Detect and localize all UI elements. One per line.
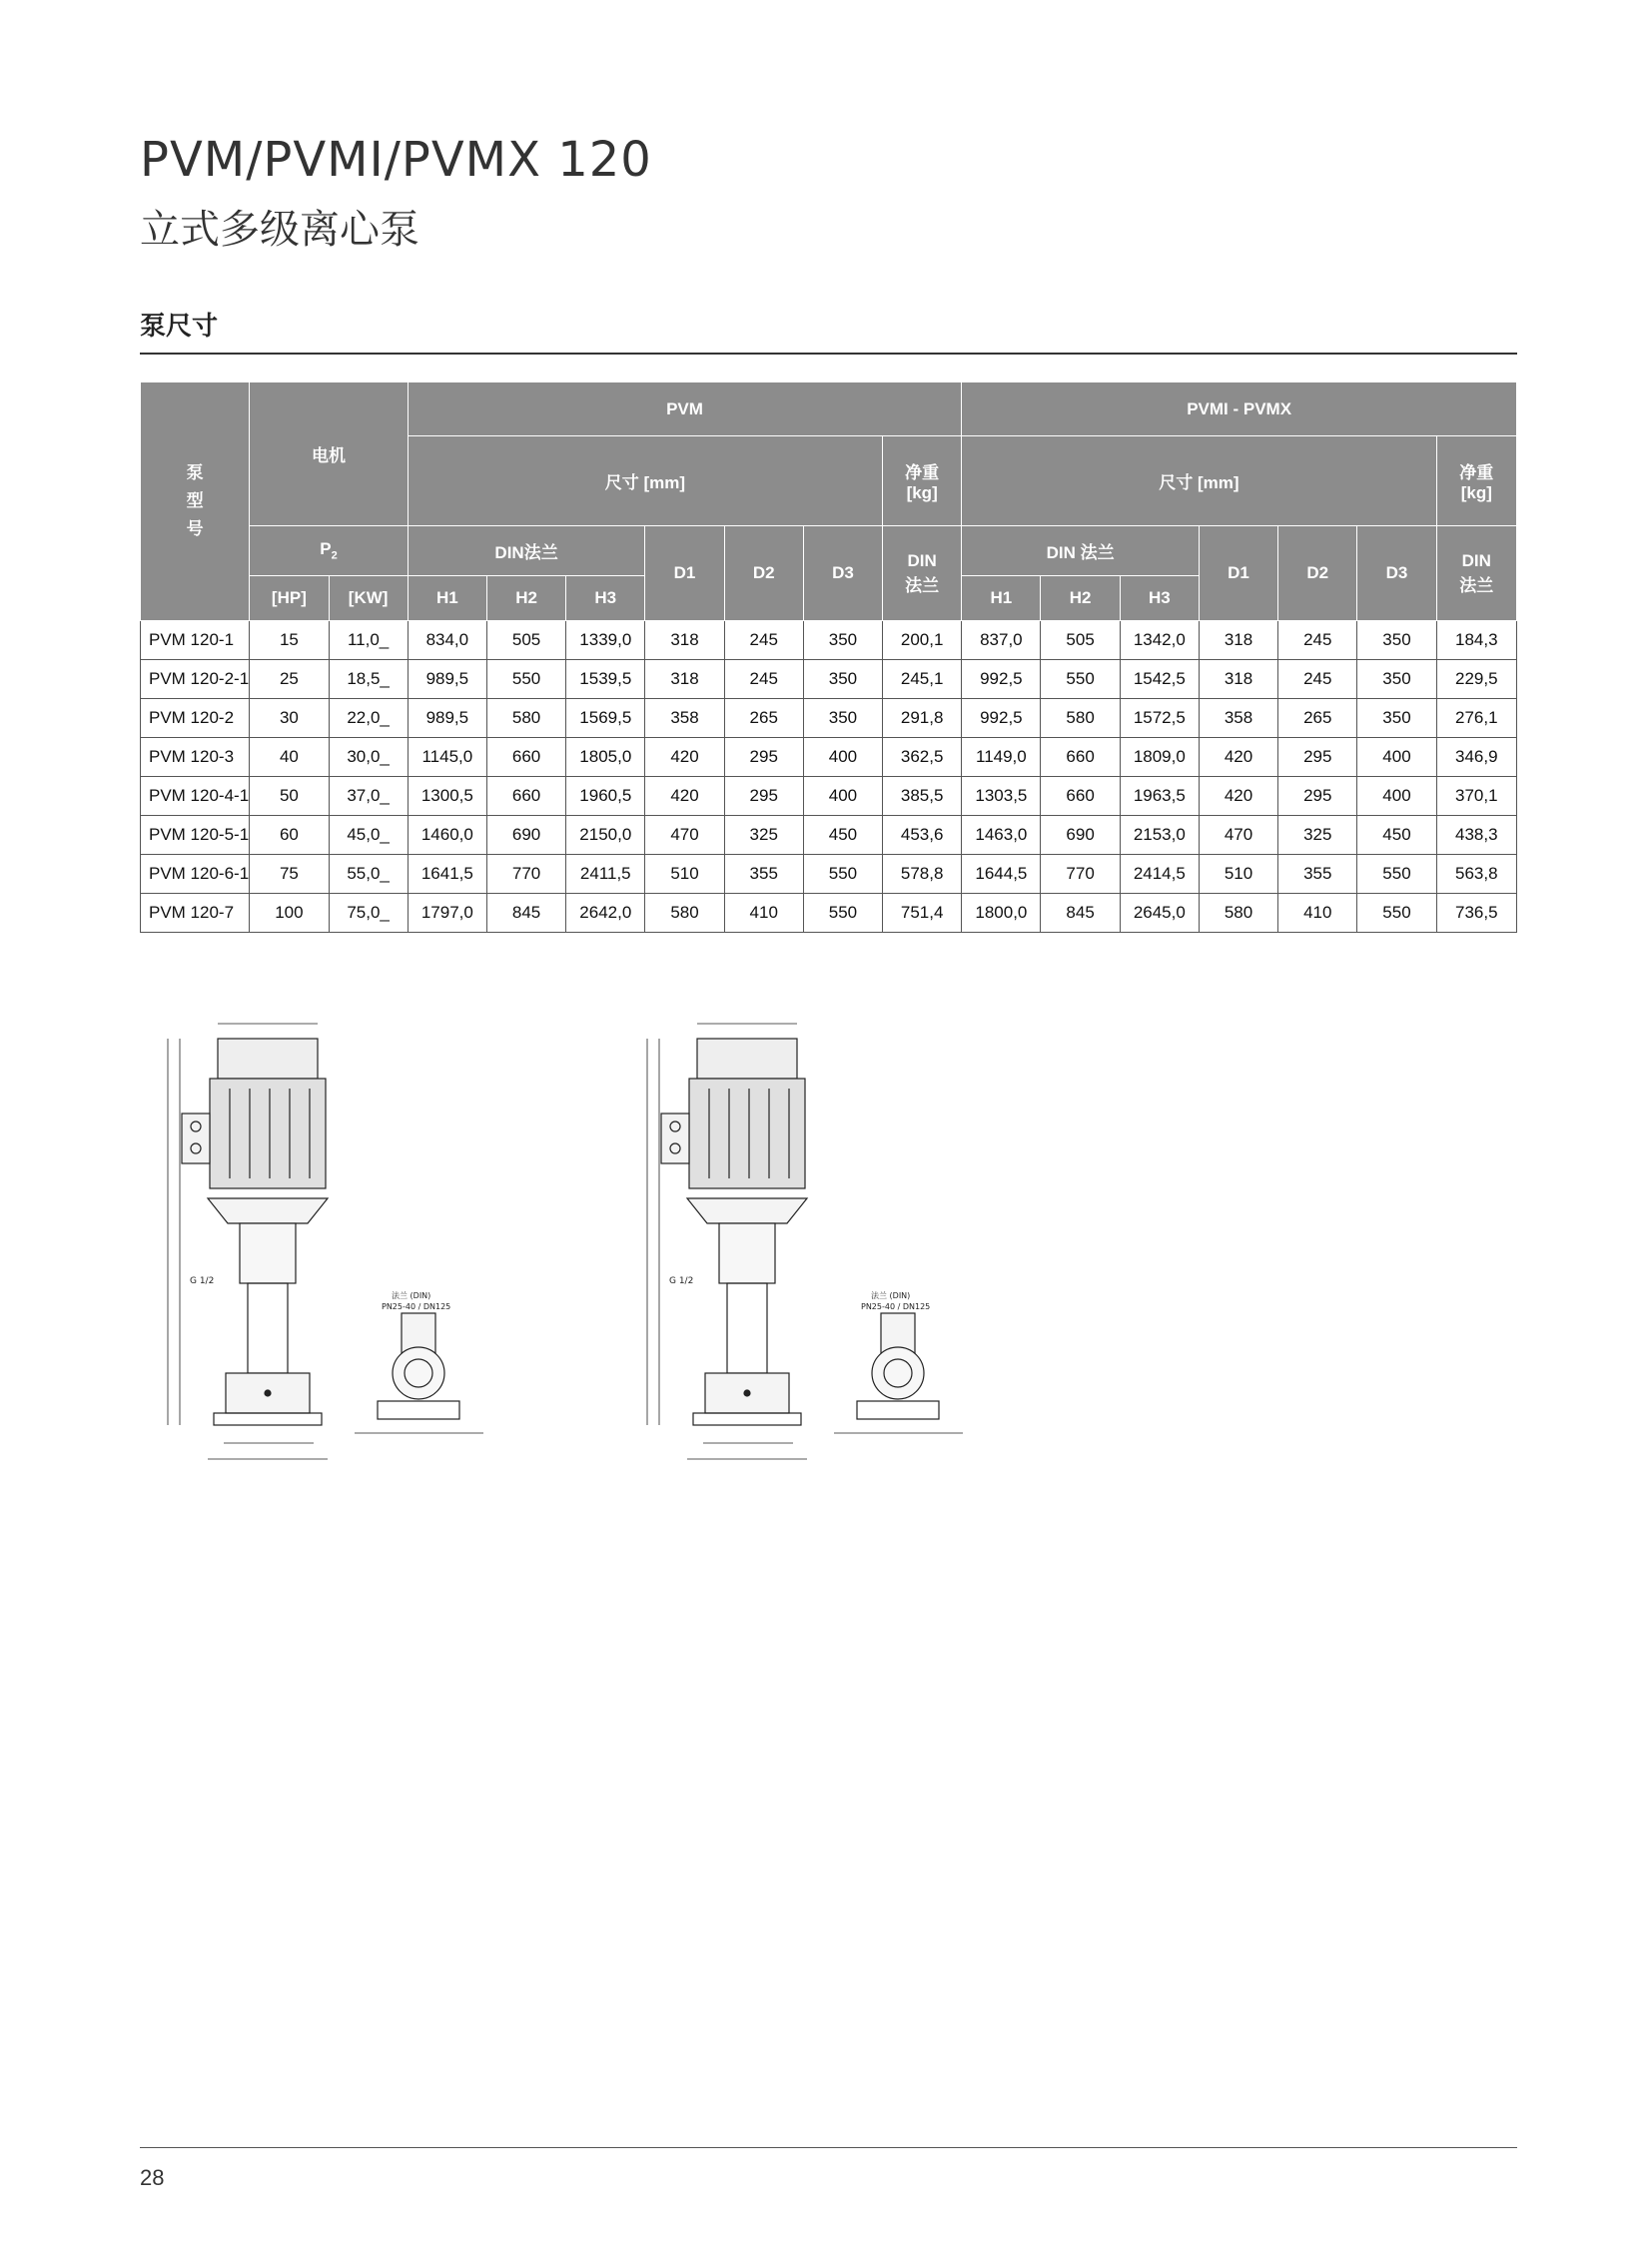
cell-h2b: 505 bbox=[1041, 621, 1120, 660]
cell-d3b: 350 bbox=[1357, 660, 1436, 699]
cell-hp: 30 bbox=[250, 699, 329, 738]
cell-d3: 550 bbox=[803, 894, 882, 933]
header-p2: $P_2$ bbox=[250, 526, 408, 576]
cell-d3: 400 bbox=[803, 777, 882, 816]
cell-h3: 2411,5 bbox=[566, 855, 645, 894]
cell-h2b: 580 bbox=[1041, 699, 1120, 738]
cell-d2: 295 bbox=[724, 777, 803, 816]
cell-h1b: 837,0 bbox=[962, 621, 1041, 660]
pvmi-flange-spec: PN25-40 / DN125 bbox=[861, 1302, 931, 1311]
cell-h1b: 992,5 bbox=[962, 660, 1041, 699]
cell-d3: 400 bbox=[803, 738, 882, 777]
header-pvm-d2: D2 bbox=[724, 526, 803, 621]
cell-d3b: 400 bbox=[1357, 777, 1436, 816]
pvmi-drawing bbox=[647, 1024, 963, 1459]
cell-model: PVM 120-4-1 bbox=[141, 777, 250, 816]
cell-h3b: 1542,5 bbox=[1120, 660, 1199, 699]
cell-d3b: 400 bbox=[1357, 738, 1436, 777]
cell-h1b: 1303,5 bbox=[962, 777, 1041, 816]
table-row bbox=[141, 699, 1517, 738]
header-hp: [HP] bbox=[250, 576, 329, 621]
cell-w: 362,5 bbox=[883, 738, 962, 777]
cell-hp: 25 bbox=[250, 660, 329, 699]
cell-d1b: 470 bbox=[1199, 816, 1277, 855]
cell-h1b: 1800,0 bbox=[962, 894, 1041, 933]
header-pvmi-d3: D3 bbox=[1357, 526, 1436, 621]
cell-d2: 295 bbox=[724, 738, 803, 777]
cell-h3: 1569,5 bbox=[566, 699, 645, 738]
cell-hp: 40 bbox=[250, 738, 329, 777]
table-row bbox=[141, 621, 1517, 660]
table-row bbox=[141, 660, 1517, 699]
cell-d2b: 245 bbox=[1278, 621, 1357, 660]
cell-h2: 505 bbox=[486, 621, 565, 660]
cell-wb: 276,1 bbox=[1436, 699, 1516, 738]
cell-wb: 563,8 bbox=[1436, 855, 1516, 894]
cell-d3: 350 bbox=[803, 660, 882, 699]
cell-d1: 470 bbox=[645, 816, 724, 855]
cell-d1b: 318 bbox=[1199, 660, 1277, 699]
cell-wb: 438,3 bbox=[1436, 816, 1516, 855]
cell-h1: 1641,5 bbox=[408, 855, 486, 894]
cell-h3b: 1809,0 bbox=[1120, 738, 1199, 777]
cell-h2b: 660 bbox=[1041, 738, 1120, 777]
table-row bbox=[141, 855, 1517, 894]
pvmi-port-label: G 1/2 bbox=[669, 1276, 694, 1286]
cell-h3b: 2153,0 bbox=[1120, 816, 1199, 855]
footer-divider bbox=[140, 2147, 1517, 2148]
cell-h1b: 1149,0 bbox=[962, 738, 1041, 777]
cell-h2: 550 bbox=[486, 660, 565, 699]
cell-h3: 1960,5 bbox=[566, 777, 645, 816]
pvm-flange-label: 法兰 (DIN) bbox=[392, 1291, 431, 1300]
table-row bbox=[141, 738, 1517, 777]
cell-kw: 30,0_ bbox=[329, 738, 408, 777]
table-row bbox=[141, 816, 1517, 855]
cell-w: 453,6 bbox=[883, 816, 962, 855]
cell-model: PVM 120-6-1 bbox=[141, 855, 250, 894]
header-pvm-h2: H2 bbox=[486, 576, 565, 621]
pump-dimension-drawings bbox=[130, 994, 1009, 1493]
cell-d1b: 420 bbox=[1199, 777, 1277, 816]
cell-w: 291,8 bbox=[883, 699, 962, 738]
cell-h1: 1460,0 bbox=[408, 816, 486, 855]
cell-d1: 510 bbox=[645, 855, 724, 894]
cell-d1b: 420 bbox=[1199, 738, 1277, 777]
cell-d2b: 245 bbox=[1278, 660, 1357, 699]
cell-wb: 184,3 bbox=[1436, 621, 1516, 660]
cell-h2: 580 bbox=[486, 699, 565, 738]
cell-d3b: 550 bbox=[1357, 855, 1436, 894]
header-pvmi-din-flange: DIN 法兰 bbox=[1436, 526, 1516, 621]
cell-model: PVM 120-7 bbox=[141, 894, 250, 933]
dimensions-table bbox=[140, 381, 1517, 933]
cell-h2b: 770 bbox=[1041, 855, 1120, 894]
header-model: 泵 型 号 bbox=[141, 382, 250, 621]
header-pvmi-d1: D1 bbox=[1199, 526, 1277, 621]
cell-d3b: 350 bbox=[1357, 621, 1436, 660]
cell-d3: 350 bbox=[803, 621, 882, 660]
cell-kw: 37,0_ bbox=[329, 777, 408, 816]
header-pvmi-h2: H2 bbox=[1041, 576, 1120, 621]
cell-hp: 60 bbox=[250, 816, 329, 855]
cell-h2b: 845 bbox=[1041, 894, 1120, 933]
cell-kw: 22,0_ bbox=[329, 699, 408, 738]
header-pvmi-d2: D2 bbox=[1278, 526, 1357, 621]
header-motor: 电机 bbox=[250, 382, 408, 526]
cell-w: 751,4 bbox=[883, 894, 962, 933]
header-pvm-din-flange: DIN 法兰 bbox=[883, 526, 962, 621]
cell-d1: 318 bbox=[645, 621, 724, 660]
table-row bbox=[141, 894, 1517, 933]
header-kw: [KW] bbox=[329, 576, 408, 621]
cell-d2: 245 bbox=[724, 621, 803, 660]
cell-h1b: 1644,5 bbox=[962, 855, 1041, 894]
section-heading: 泵尺寸 bbox=[140, 312, 219, 342]
header-pvm: PVM bbox=[408, 382, 962, 436]
cell-d2b: 265 bbox=[1278, 699, 1357, 738]
header-pvm-dims: 尺寸 [mm] bbox=[408, 436, 882, 526]
cell-model: PVM 120-1 bbox=[141, 621, 250, 660]
cell-h2: 660 bbox=[486, 738, 565, 777]
page-title: PVM/PVMI/PVMX 120 bbox=[140, 132, 652, 188]
cell-d2: 355 bbox=[724, 855, 803, 894]
cell-d2b: 295 bbox=[1278, 738, 1357, 777]
header-pvm-weight: 净重 [kg] bbox=[883, 436, 962, 526]
cell-h1: 834,0 bbox=[408, 621, 486, 660]
pvm-flange-spec: PN25-40 / DN125 bbox=[382, 1302, 451, 1311]
cell-d2: 265 bbox=[724, 699, 803, 738]
cell-h1: 989,5 bbox=[408, 660, 486, 699]
header-pvm-d1: D1 bbox=[645, 526, 724, 621]
cell-h2b: 690 bbox=[1041, 816, 1120, 855]
cell-d2: 325 bbox=[724, 816, 803, 855]
cell-d1b: 580 bbox=[1199, 894, 1277, 933]
cell-d3b: 350 bbox=[1357, 699, 1436, 738]
cell-d1: 420 bbox=[645, 777, 724, 816]
cell-wb: 229,5 bbox=[1436, 660, 1516, 699]
cell-h1b: 992,5 bbox=[962, 699, 1041, 738]
header-pvm-h3: H3 bbox=[566, 576, 645, 621]
cell-h3b: 1342,0 bbox=[1120, 621, 1199, 660]
cell-d1: 420 bbox=[645, 738, 724, 777]
header-pvmi-h3: H3 bbox=[1120, 576, 1199, 621]
cell-d2b: 325 bbox=[1278, 816, 1357, 855]
header-pvmi-h1: H1 bbox=[962, 576, 1041, 621]
cell-w: 578,8 bbox=[883, 855, 962, 894]
cell-wb: 370,1 bbox=[1436, 777, 1516, 816]
cell-h3: 1339,0 bbox=[566, 621, 645, 660]
header-pvm-din: DIN法兰 bbox=[408, 526, 645, 576]
cell-hp: 50 bbox=[250, 777, 329, 816]
cell-d3b: 550 bbox=[1357, 894, 1436, 933]
cell-d3: 450 bbox=[803, 816, 882, 855]
cell-wb: 736,5 bbox=[1436, 894, 1516, 933]
cell-h3: 2150,0 bbox=[566, 816, 645, 855]
cell-d1b: 358 bbox=[1199, 699, 1277, 738]
cell-w: 245,1 bbox=[883, 660, 962, 699]
cell-h3: 1805,0 bbox=[566, 738, 645, 777]
cell-h1: 1145,0 bbox=[408, 738, 486, 777]
header-pvmi-weight: 净重 [kg] bbox=[1436, 436, 1516, 526]
cell-hp: 15 bbox=[250, 621, 329, 660]
cell-h2: 690 bbox=[486, 816, 565, 855]
cell-h1: 1300,5 bbox=[408, 777, 486, 816]
cell-h3b: 1572,5 bbox=[1120, 699, 1199, 738]
header-pvmi-dims: 尺寸 [mm] bbox=[962, 436, 1436, 526]
cell-d2: 245 bbox=[724, 660, 803, 699]
cell-model: PVM 120-5-1 bbox=[141, 816, 250, 855]
cell-kw: 55,0_ bbox=[329, 855, 408, 894]
cell-d1: 358 bbox=[645, 699, 724, 738]
cell-h1: 989,5 bbox=[408, 699, 486, 738]
cell-d1b: 318 bbox=[1199, 621, 1277, 660]
cell-h2: 770 bbox=[486, 855, 565, 894]
cell-h3b: 2414,5 bbox=[1120, 855, 1199, 894]
pvmi-flange-label: 法兰 (DIN) bbox=[871, 1291, 911, 1300]
cell-d2: 410 bbox=[724, 894, 803, 933]
cell-kw: 75,0_ bbox=[329, 894, 408, 933]
header-pvm-d3: D3 bbox=[803, 526, 882, 621]
page-subtitle: 立式多级离心泵 bbox=[140, 207, 419, 253]
cell-kw: 11,0_ bbox=[329, 621, 408, 660]
cell-h2b: 660 bbox=[1041, 777, 1120, 816]
cell-h3: 2642,0 bbox=[566, 894, 645, 933]
page-number: 28 bbox=[140, 2165, 165, 2190]
cell-h3: 1539,5 bbox=[566, 660, 645, 699]
cell-d1: 580 bbox=[645, 894, 724, 933]
pvm-drawing bbox=[168, 1024, 483, 1459]
cell-d3b: 450 bbox=[1357, 816, 1436, 855]
cell-h3b: 1963,5 bbox=[1120, 777, 1199, 816]
cell-d2b: 295 bbox=[1278, 777, 1357, 816]
section-divider bbox=[140, 353, 1517, 355]
cell-d3: 550 bbox=[803, 855, 882, 894]
cell-kw: 45,0_ bbox=[329, 816, 408, 855]
cell-h3b: 2645,0 bbox=[1120, 894, 1199, 933]
cell-wb: 346,9 bbox=[1436, 738, 1516, 777]
cell-model: PVM 120-2 bbox=[141, 699, 250, 738]
cell-d1: 318 bbox=[645, 660, 724, 699]
cell-w: 200,1 bbox=[883, 621, 962, 660]
pvm-port-label: G 1/2 bbox=[190, 1276, 215, 1286]
cell-h2: 845 bbox=[486, 894, 565, 933]
cell-model: PVM 120-3 bbox=[141, 738, 250, 777]
cell-d2b: 410 bbox=[1278, 894, 1357, 933]
header-pvmi-din: DIN 法兰 bbox=[962, 526, 1200, 576]
cell-d2b: 355 bbox=[1278, 855, 1357, 894]
cell-d1b: 510 bbox=[1199, 855, 1277, 894]
header-pvm-h1: H1 bbox=[408, 576, 486, 621]
cell-h1: 1797,0 bbox=[408, 894, 486, 933]
table-row bbox=[141, 777, 1517, 816]
cell-hp: 75 bbox=[250, 855, 329, 894]
header-pvmi-pvmx: PVMI - PVMX bbox=[962, 382, 1517, 436]
cell-h2b: 550 bbox=[1041, 660, 1120, 699]
cell-w: 385,5 bbox=[883, 777, 962, 816]
cell-h2: 660 bbox=[486, 777, 565, 816]
cell-model: PVM 120-2-1 bbox=[141, 660, 250, 699]
cell-h1b: 1463,0 bbox=[962, 816, 1041, 855]
cell-hp: 100 bbox=[250, 894, 329, 933]
cell-d3: 350 bbox=[803, 699, 882, 738]
cell-kw: 18,5_ bbox=[329, 660, 408, 699]
